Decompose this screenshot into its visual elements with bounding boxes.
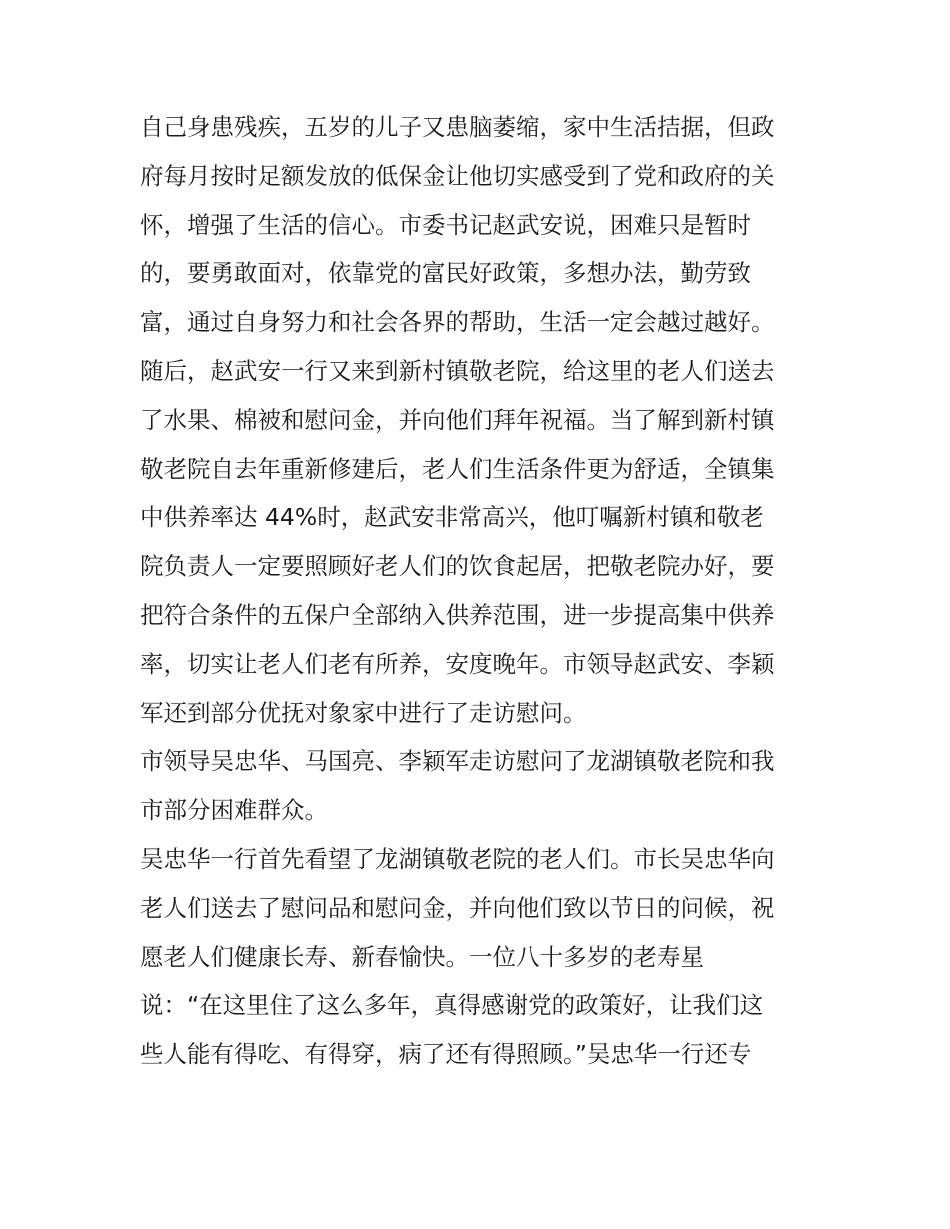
text-line: 自己身患残疾，五岁的儿子又患脑萎缩，家中生活拮据，但政: [140, 113, 775, 141]
text-line: 军还到部分优抚对象家中进行了走访慰问。: [140, 698, 587, 727]
text-line: 院负责人一定要照顾好老人们的饮食起居，把敬老院办好，要: [140, 552, 775, 581]
text-line: 的，要勇敢面对，依靠党的富民好政策，多想办法，勤劳致: [140, 259, 751, 288]
text-line: 市部分困难群众。: [140, 796, 328, 825]
text-line: 富，通过自身努力和社会各界的帮助，生活一定会越过越好。: [140, 308, 775, 337]
text-line: 些人能有得吃、有得穿，病了还有得照顾。”吴忠华一行还专: [140, 1040, 752, 1069]
text-line: 老人们送去了慰问品和慰问金，并向他们致以节日的问候，祝: [140, 893, 775, 922]
text-line: 把符合条件的五保户全部纳入供养范围，进一步提高集中供养: [140, 600, 775, 629]
text-line: 说：“在这里住了这么多年，真得感谢党的政策好，让我们这: [140, 991, 764, 1020]
text-line: 府每月按时足额发放的低保金让他切实感受到了党和政府的关: [140, 161, 775, 190]
text-line: 市领导吴忠华、马国亮、李颖军走访慰问了龙湖镇敬老院和我: [140, 747, 775, 776]
text-line: 吴忠华一行首先看望了龙湖镇敬老院的老人们。市长吴忠华向: [140, 844, 775, 873]
text-line: 愿老人们健康长寿、新春愉快。一位八十多岁的老寿星: [140, 942, 704, 971]
text-line: 了水果、棉被和慰问金，并向他们拜年祝福。当了解到新村镇: [140, 405, 775, 434]
text-line: 率，切实让老人们老有所养，安度晚年。市领导赵武安、李颖: [140, 649, 775, 678]
text-line: 怀，增强了生活的信心。市委书记赵武安说，困难只是暂时: [140, 210, 751, 239]
text-line: 敬老院自去年重新修建后，老人们生活条件更为舒适，全镇集: [140, 454, 775, 483]
text-line: 随后，赵武安一行又来到新村镇敬老院，给这里的老人们送去: [140, 356, 775, 385]
text-line: 中供养率达 44%时，赵武安非常高兴，他叮嘱新村镇和敬老: [140, 503, 764, 532]
body-text: [140, 103, 830, 1079]
